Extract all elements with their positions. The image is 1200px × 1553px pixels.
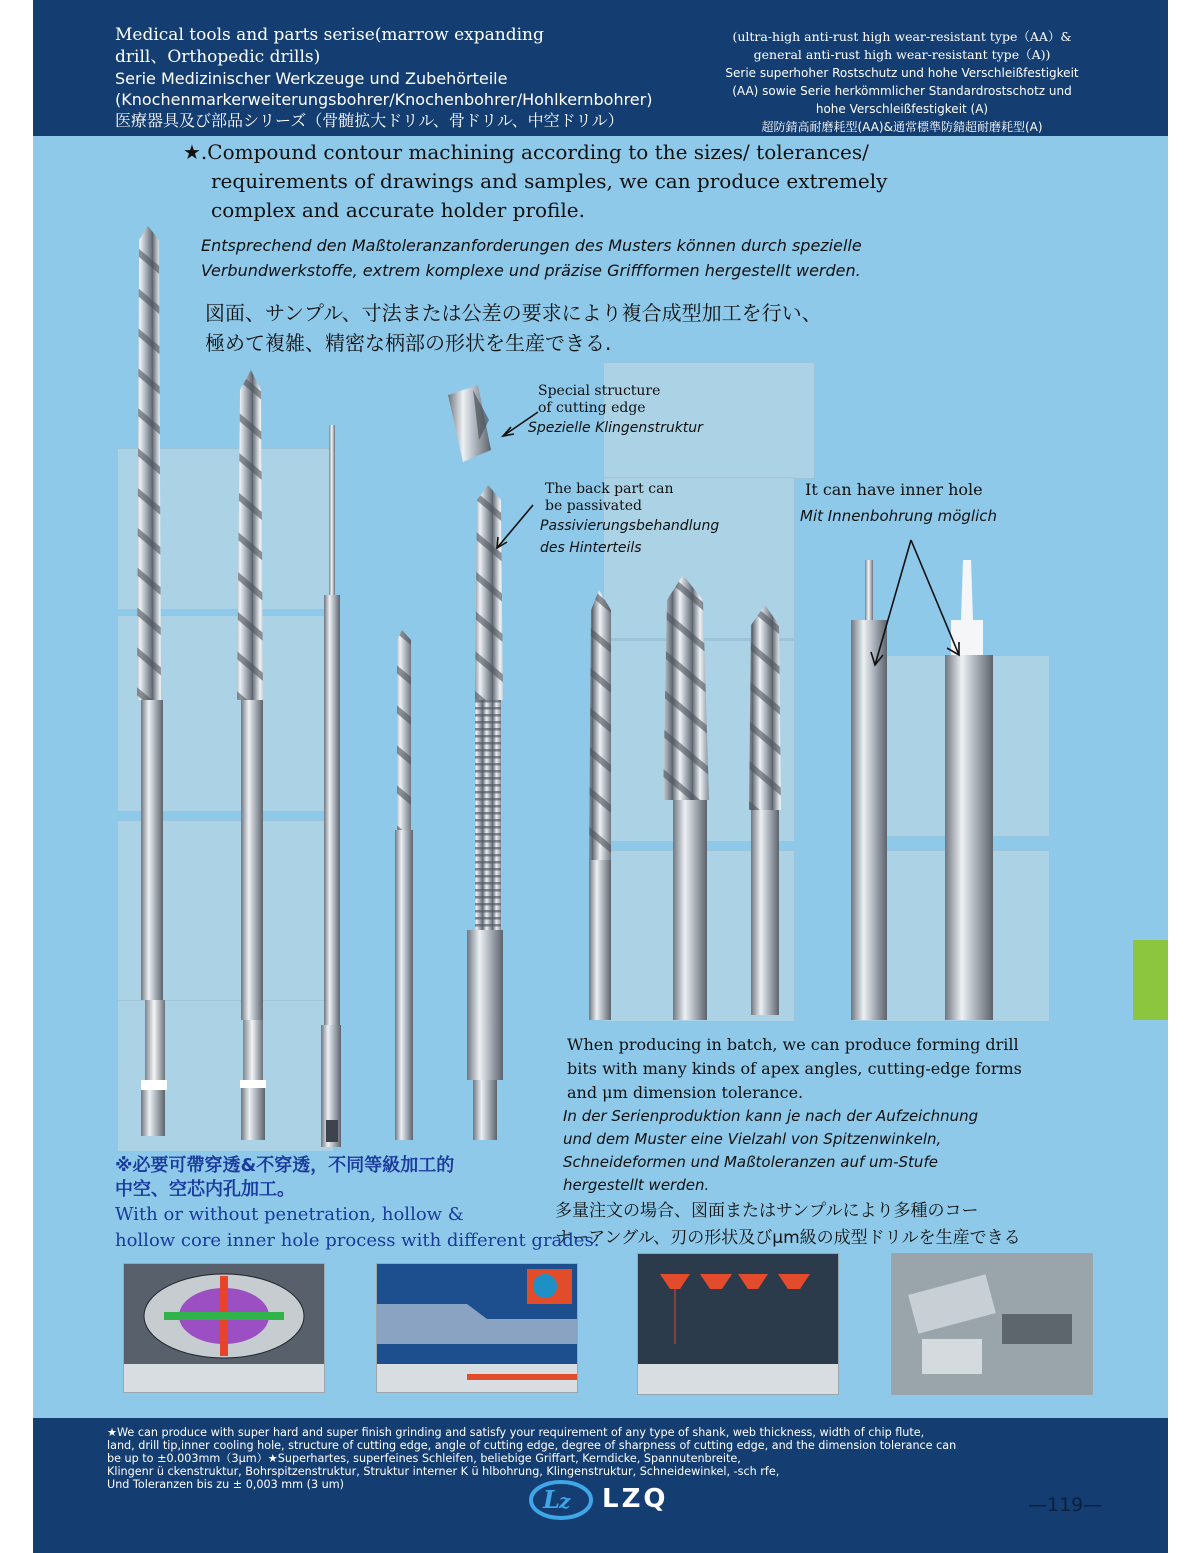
hollow-jp-1: ※必要可帶穿透&不穿透，不同等級加工的 [115, 1155, 455, 1176]
batch-de-2: und dem Muster eine Vielzahl von Spitzenwinkeln, [563, 1130, 942, 1148]
tip-angles-image [638, 1254, 838, 1394]
hollow-drill-left [851, 560, 887, 1020]
production-machine-photo [891, 1253, 1093, 1395]
callout-passivated [540, 481, 765, 559]
callout-inner-hole-en: It can have inner hole [805, 480, 983, 499]
inspection-screen-cross-section [123, 1263, 325, 1393]
header-right-de-1: Serie superhoher Rostschutz und hohe Verschleißfestigkeit [725, 66, 1079, 80]
intro-en-line-1: ★.Compound contour machining according to the sizes/ tolerances/ [183, 140, 869, 164]
step-drill-wide [663, 575, 709, 1020]
header-left-en-2: drill、Orthopedic drills) [115, 47, 321, 67]
batch-en-3: and μm dimension tolerance. [567, 1083, 804, 1102]
company-logo [526, 1478, 716, 1522]
hollow-process-text [115, 1154, 675, 1254]
callout-inner-hole-de: Mit Innenbohrung möglich [800, 507, 998, 525]
callout-cutting-edge-en-2: of cutting edge [538, 400, 646, 416]
intro-en-line-2: requirements of drawings and samples, we can produce extremely [211, 169, 888, 193]
intro-en-line-3: complex and accurate holder profile. [211, 198, 585, 222]
arrow-inner-hole-left [875, 540, 911, 665]
reamer-drill-medium [237, 370, 266, 1140]
batch-jp-2: ナーアングル、刃の形状及びμm級の成型ドリルを生産できる [555, 1228, 1021, 1248]
header-right-en-2: general anti-rust high wear-resistant type（A)) [753, 47, 1051, 62]
footer-line-4: Klingenr ü ckenstruktur, Bohrspitzenstruktur, Struktur interner K ü hlbohrung, Klingenstruktur, Schneidewinkel, -sch rfe, [107, 1465, 780, 1478]
batch-jp-1: 多量注文の場合、図面またはサンプルにより多種のコー [555, 1201, 979, 1221]
cross-section-image [124, 1264, 324, 1392]
callout-cutting-edge [528, 383, 758, 439]
inspection-screen-tip-angles [637, 1253, 839, 1395]
hollow-en-2: hollow core inner hole process with different grades. [115, 1230, 600, 1251]
hollow-jp-2: 中空、空芯内孔加工。 [115, 1179, 295, 1200]
step-drill-thin [589, 590, 611, 1020]
logo-icon [526, 1478, 596, 1522]
callout-passivated-de-1: Passivierungsbehandlung [540, 518, 720, 534]
small-twist-drill [395, 630, 413, 1140]
intro-de-line-2: Verbundwerkstoffe, extrem komplexe und präzise Griffformen hergestellt werden. [201, 261, 861, 280]
callout-passivated-en-2: be passivated [545, 498, 642, 514]
inspection-screen-profile [376, 1263, 578, 1393]
section-tab [1133, 940, 1168, 1020]
threaded-bone-drill [467, 485, 503, 1140]
profile-image [377, 1264, 577, 1392]
machine-photo-image [892, 1254, 1092, 1394]
callout-inner-hole [800, 480, 1065, 527]
batch-de-3: Schneideformen und Maßtoleranzen auf um-Stufe [563, 1153, 938, 1171]
callout-passivated-de-2: des Hinterteils [540, 540, 642, 556]
header-right-de-3: hohe Verschleißfestigkeit (A) [815, 102, 989, 116]
hollow-drill-right [945, 560, 993, 1020]
footer-band [33, 1418, 1168, 1553]
callout-cutting-edge-en-1: Special structure [538, 383, 661, 399]
svg-text:z: z [559, 1489, 571, 1513]
intro-jp-line-1: 図面、サンプル、寸法または公差の要求により複合成型加工を行い、 [205, 301, 822, 325]
footer-line-3: be up to ±0.003mm（3μm）★Superhartes, superfeines Schleifen, beliebige Griffart, Kerndicke, Spannutenbreite, [107, 1452, 741, 1465]
svg-text:L: L [543, 1485, 560, 1514]
catalog-page [33, 0, 1168, 1553]
arrow-inner-hole-right [911, 540, 959, 655]
header-left-de-1: Serie Medizinischer Werkzeuge und Zubehörteile [115, 69, 508, 88]
batch-de-4: hergestellt werden. [563, 1176, 710, 1194]
callout-cutting-edge-de: Spezielle Klingenstruktur [528, 420, 703, 436]
footer-line-5: Und Toleranzen bis zu ± 0,003 mm (3 um) [107, 1478, 345, 1491]
batch-de-1: In der Serienproduktion kann je nach der Aufzeichnung [563, 1107, 979, 1125]
header-right-en-1: (ultra-high anti-rust high wear-resistant type（AA）& [732, 29, 1072, 44]
header-left-jp: 医療器具及び部品シリーズ（骨髄拡大ドリル、骨ドリル、中空ドリル） [115, 111, 624, 130]
batch-en-1: When producing in batch, we can produce forming drill [567, 1035, 1019, 1054]
thin-pin-drill [321, 425, 341, 1147]
header-left-en-1: Medical tools and parts serise(marrow expanding [115, 25, 544, 45]
footer-line-1: ★We can produce with super hard and super finish grinding and satisfy your requirement of any type of shank, web thickness, width of chip flute, [107, 1426, 925, 1439]
intro-de-line-1: Entsprechend den Maßtoleranzanforderungen des Musters können durch spezielle [201, 236, 862, 255]
page-number: —119— [1028, 1494, 1103, 1516]
header-left-de-2: (Knochenmarkerweiterungsbohrer/Knochenbohrer/Hohlkernbohrer) [115, 90, 653, 109]
reamer-drill-long [137, 226, 167, 1136]
intro-jp-line-2: 極めて複雑、精密な柄部の形状を生産できる. [205, 331, 612, 355]
batch-en-2: bits with many kinds of apex angles, cutting-edge forms [567, 1059, 1022, 1078]
logo-wordmark: LZQ [602, 1484, 669, 1514]
step-drill-medium [749, 605, 781, 1015]
hollow-en-1: With or without penetration, hollow & [115, 1204, 464, 1225]
callout-passivated-en-1: The back part can [545, 481, 674, 497]
header-right-jp: 超防錆高耐磨耗型(AA)&通常標準防錆超耐磨耗型(A) [761, 120, 1043, 134]
header-right-de-2: (AA) sowie Serie herkömmlicher Standardrostschotz und [732, 84, 1072, 98]
cutting-edge-closeup [448, 385, 491, 462]
footer-line-2: land, drill tip,inner cooling hole, structure of cutting edge, angle of cutting edge, degree of sharpness of cutting edge, and the dimension tolerance can [107, 1439, 957, 1452]
arrow-passivated [497, 505, 533, 548]
